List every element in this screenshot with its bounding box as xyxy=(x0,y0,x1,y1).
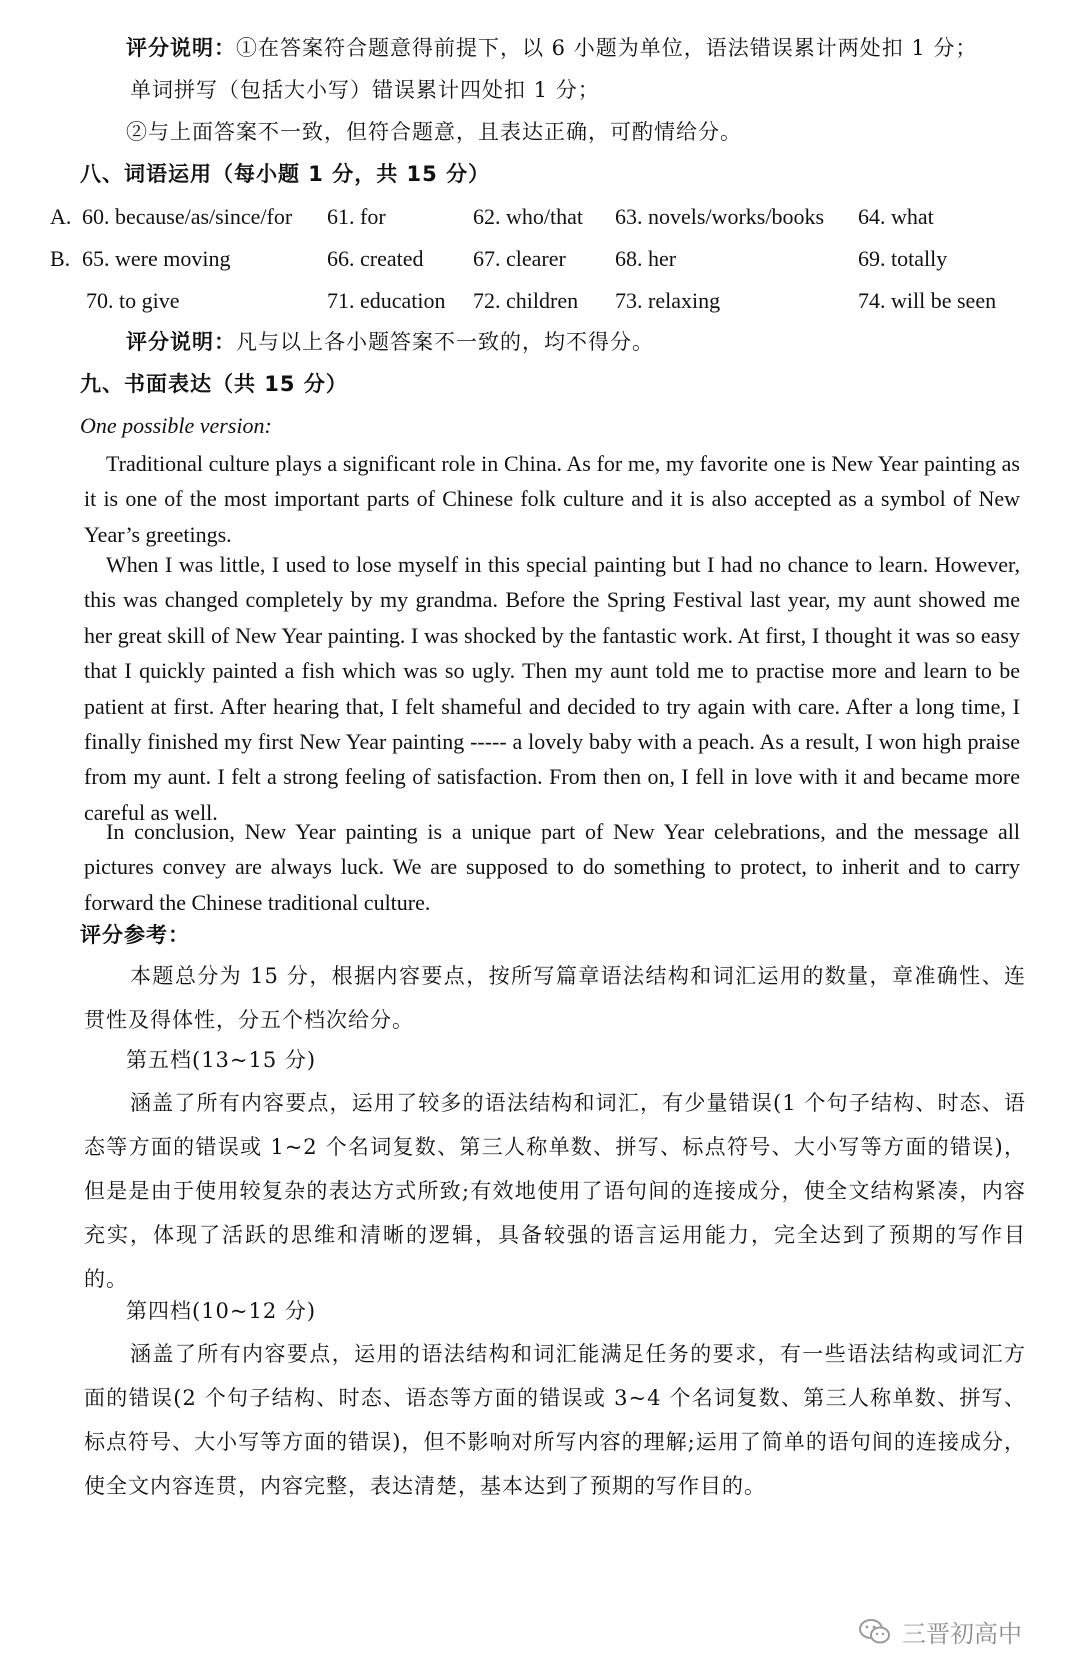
essay-paragraph-3: In conclusion, New Year painting is a unique part of New Year celebrations, and the message all pictures convey are always luck. We are supposed to do something to protect, to inherit and to carry forward the Chinese traditional culture. xyxy=(84,819,1020,915)
tier5-title: 第五档(13~15 分) xyxy=(126,1048,317,1072)
answer-cell: 69. totally xyxy=(858,246,948,271)
watermark-text: 三晋初高中 xyxy=(902,1620,1022,1648)
answer-cell: 60. because/as/since/for xyxy=(82,204,293,229)
answer-cell: 67. clearer xyxy=(473,246,566,271)
watermark xyxy=(858,1614,1022,1649)
section8-heading: 八、词语运用（每小题 1 分，共 15 分） xyxy=(80,162,491,186)
answer-cell: 68. her xyxy=(615,246,677,271)
section8-note-label: 评分说明： xyxy=(126,330,236,354)
answer-cell: 63. novels/works/books xyxy=(615,204,824,229)
version-label: One possible version: xyxy=(80,413,272,438)
scoring-note-text1: ①在答案符合题意得前提下，以 6 小题为单位，语法错误累计两处扣 1 分； xyxy=(236,36,978,60)
tier4-text: 涵盖了所有内容要点，运用的语法结构和词汇能满足任务的要求，有一些语法结构或词汇方面的错误(2 个句子结构、时态、语态等方面的错误或 3~4 个名词复数、第三人称单数、拼写、标点符号、大小写等方面的错误)，但不影响对所写内容的理解;运用了简单的语句间的连接成分，使全文内容连贯，内容完整，表达清楚，基本达到了预期的写作目的。 xyxy=(84,1342,1026,1498)
answer-cell: 61. for xyxy=(327,204,386,229)
essay-paragraph-2: When I was little, I used to lose myself in this special painting but I had no chance to learn. However, this was changed completely by my grandma. Before the Spring Festival last year, my aunt showed me her great skill of New Year painting. I was shocked by the fantastic work. At first, I thought it was so easy that I quickly painted a fish which was so ugly. Then my aunt told me to practise more and learn to be patient at first. After hearing that, I felt shameful and decided to try again with care. After a long time, I finally finished my first New Year painting ----- a lovely baby with a peach. As a result, I won high praise from my aunt. I felt a strong feeling of satisfaction. From then on, I fell in love with it and became more careful as well. xyxy=(84,552,1020,825)
answer-cell: 74. will be seen xyxy=(858,288,997,313)
section8-note xyxy=(126,327,654,357)
answer-cell: 65. were moving xyxy=(82,246,231,271)
answer-cell: 72. children xyxy=(473,288,579,313)
scoring-note-line1 xyxy=(126,33,977,63)
section8-note-text: 凡与以上各小题答案不一致的，均不得分。 xyxy=(236,330,654,354)
answer-cell: 70. to give xyxy=(86,288,180,313)
tier5-text: 涵盖了所有内容要点，运用了较多的语法结构和词汇，有少量错误(1 个句子结构、时态、语态等方面的错误或 1~2 个名词复数、第三人称单数、拼写、标点符号、大小写等方面的错误)，但是是由于使用较复杂的表达方式所致;有效地使用了语句间的连接成分，使全文结构紧凑，内容充实，体现了活跃的思维和清晰的逻辑，具备较强的语言运用能力，完全达到了预期的写作目的。 xyxy=(84,1091,1026,1291)
answer-cell: 62. who/that xyxy=(473,204,583,229)
answer-cell: 73. relaxing xyxy=(615,288,721,313)
answer-cell: 66. created xyxy=(327,246,424,271)
essay-paragraph-1: Traditional culture plays a significant role in China. As for me, my favorite one is New Year painting as it is one of the most important parts of Chinese folk culture and it is also accepted as a symbol of New Year’s greetings. xyxy=(84,451,1020,547)
grading-intro: 本题总分为 15 分，根据内容要点，按所写篇章语法结构和词汇运用的数量，章准确性、连贯性及得体性，分五个档次给分。 xyxy=(84,964,1026,1032)
answer-cell: 64. what xyxy=(858,204,934,229)
row-b-prefix: B. xyxy=(50,246,71,271)
scoring-note-line2: 单词拼写（包括大小写）错误累计四处扣 1 分； xyxy=(130,78,600,102)
wechat-icon xyxy=(858,1618,892,1646)
row-a-prefix: A. xyxy=(50,204,72,229)
tier4-title: 第四档(10~12 分) xyxy=(126,1299,317,1323)
section9-heading: 九、书面表达（共 15 分） xyxy=(80,372,348,396)
answer-cell: 71. education xyxy=(327,288,446,313)
scoring-note-line3: ②与上面答案不一致，但符合题意，且表达正确，可酌情给分。 xyxy=(126,120,742,144)
grading-label: 评分参考： xyxy=(80,923,190,947)
scoring-note-label: 评分说明： xyxy=(126,36,236,60)
